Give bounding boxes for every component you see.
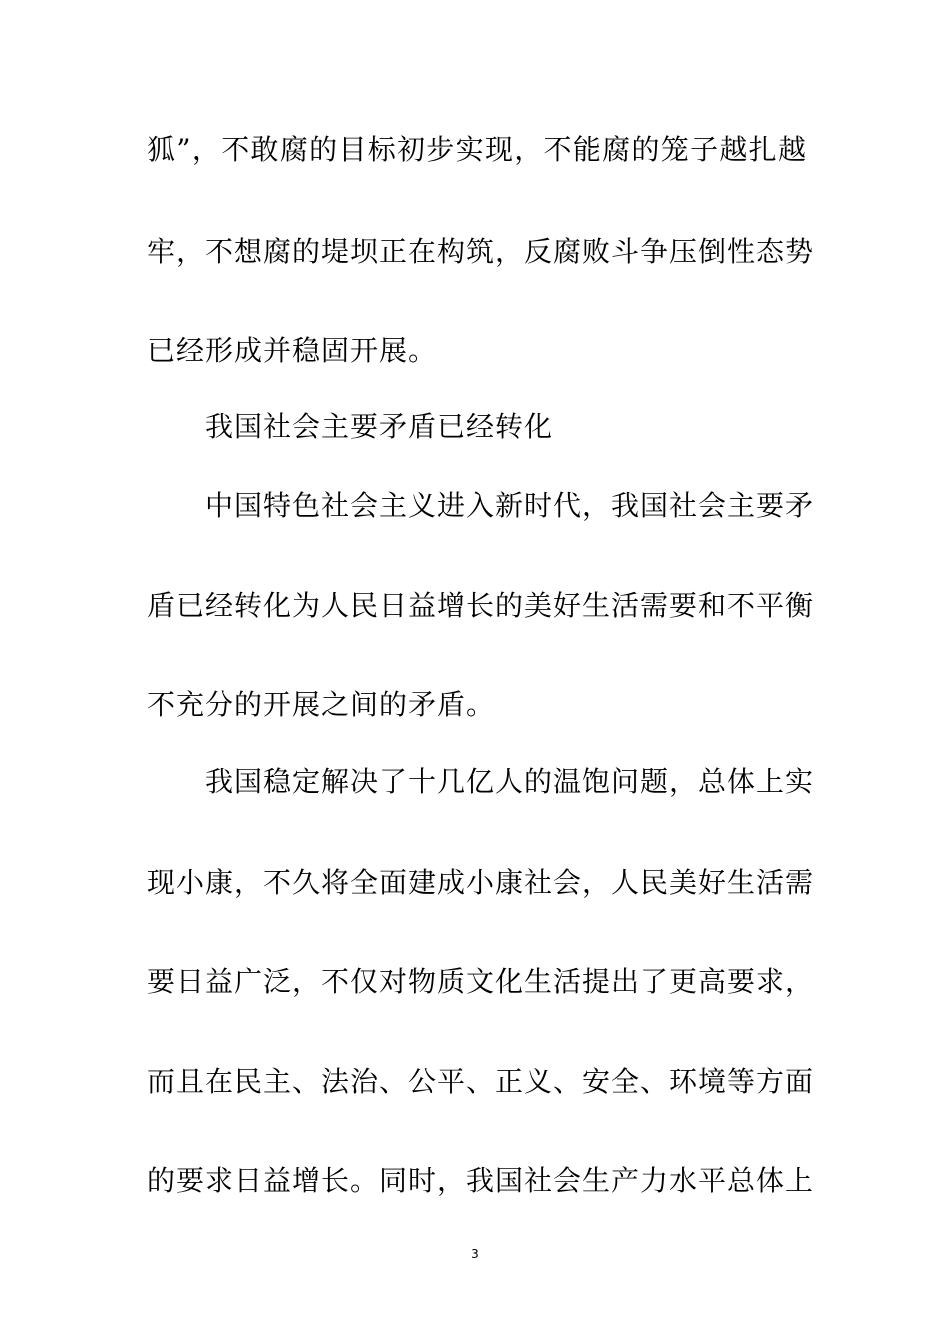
text-line: 现小康，不久将全面建成小康社会，人民美好生活需 bbox=[147, 866, 815, 899]
text-line: 牢，不想腐的堤坝正在构筑，反腐败斗争压倒性态势 bbox=[147, 235, 815, 268]
text-line: 狐”，不敢腐的目标初步实现，不能腐的笼子越扎越 bbox=[147, 133, 807, 166]
text-line: 我国稳定解决了十几亿人的温饱问题，总体上实 bbox=[205, 765, 815, 798]
text-line: 而且在民主、法治、公平、正义、安全、环境等方面 bbox=[147, 1065, 815, 1098]
text-line: 不充分的开展之间的矛盾。 bbox=[147, 688, 496, 721]
text-line: 中国特色社会主义进入新时代，我国社会主要矛 bbox=[205, 489, 815, 522]
text-line: 已经形成并稳固开展。 bbox=[147, 334, 438, 367]
text-line: 的要求日益增长。同时，我国社会生产力水平总体上 bbox=[147, 1164, 815, 1197]
text-line: 要日益广泛，不仅对物质文化生活提出了更高要求， bbox=[147, 965, 815, 998]
page-number: 3 bbox=[471, 1247, 479, 1261]
section-heading: 我国社会主要矛盾已经转化 bbox=[205, 410, 554, 443]
text-line: 盾已经转化为人民日益增长的美好生活需要和不平衡 bbox=[147, 589, 815, 622]
